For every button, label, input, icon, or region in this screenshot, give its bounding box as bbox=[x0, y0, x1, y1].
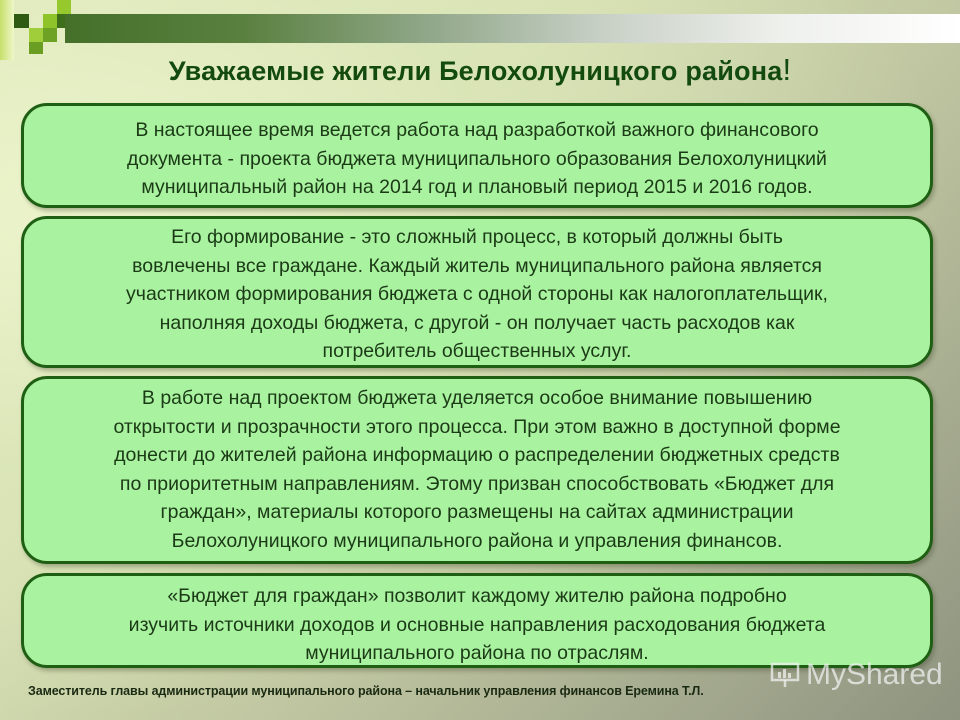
slide-title bbox=[0, 52, 960, 88]
title-punct: ! bbox=[782, 52, 792, 87]
box-line: муниципальный район на 2014 год и плановый период 2015 и 2016 годов. bbox=[141, 176, 813, 198]
text-box-3 bbox=[21, 376, 933, 564]
box-line: наполняя доходы бюджета, с другой - он получает часть расходов как bbox=[159, 311, 795, 334]
presentation-board-icon bbox=[770, 662, 800, 688]
box-line: Белохолуницкого муниципального района и управления финансов. bbox=[171, 529, 783, 552]
text-box-4 bbox=[21, 573, 933, 668]
footer-signature: Заместитель главы администрации муниципального района – начальник управления финансов Еремина Т.Л. bbox=[28, 684, 704, 698]
text-box-1 bbox=[21, 103, 933, 208]
box-line: изучить источники доходов и основные направления расходования бюджета bbox=[128, 613, 826, 636]
box-line: вовлечены все граждане. Каждый житель муниципального района является bbox=[132, 254, 822, 277]
title-text: Уважаемые жители Белохолуницкого района bbox=[168, 56, 783, 86]
box-line: по приоритетным направлениям. Этому призван способствовать «Бюджет для bbox=[119, 472, 835, 495]
box-line: В работе над проектом бюджета уделяется особое внимание повышению bbox=[141, 387, 813, 409]
watermark bbox=[770, 658, 943, 692]
box-line: граждан», материалы которого размещены на сайтах администрации bbox=[160, 501, 794, 523]
box-line: открытости и прозрачности этого процесса. При этом важно в доступной форме bbox=[113, 415, 841, 438]
box-line: участником формирования бюджета с одной стороны как налогоплательщик, bbox=[126, 283, 828, 305]
box-line: муниципального района по отраслям. bbox=[305, 642, 649, 664]
box-line: Его формирование - это сложный процесс, в который должны быть bbox=[171, 226, 783, 248]
watermark-text: MyShared bbox=[806, 658, 943, 691]
text-box-2 bbox=[21, 216, 933, 368]
box-line: донести до жителей района информацию о распределении бюджетных средств bbox=[114, 444, 840, 466]
box-line: В настоящее время ведется работа над разработкой важного финансового bbox=[135, 119, 819, 141]
box-line: «Бюджет для граждан» позволит каждому жителю района подробно bbox=[167, 585, 787, 607]
box-line: потребитель общественных услуг. bbox=[322, 340, 632, 362]
box-line: документа - проекта бюджета муниципального образования Белохолуницкий bbox=[127, 147, 827, 170]
header-gradient-bar bbox=[65, 14, 960, 43]
